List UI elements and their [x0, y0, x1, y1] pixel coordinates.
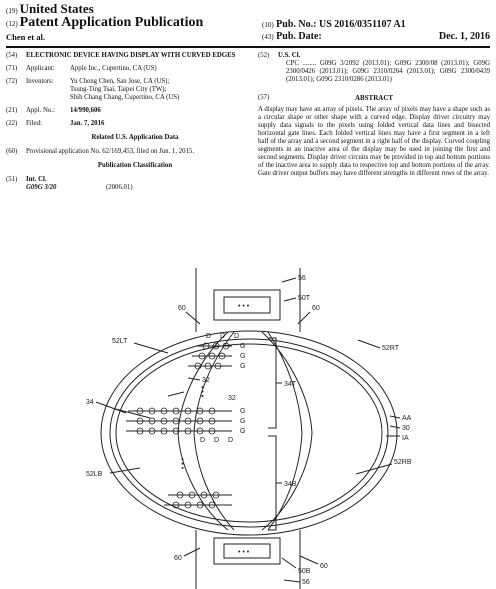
intcl-label: Int. Cl.	[26, 176, 47, 183]
appl-no: 14/990,606	[70, 107, 101, 114]
publication-type: Patent Application Publication	[19, 15, 204, 30]
patent-drawing	[0, 268, 496, 589]
label-D: D	[206, 333, 212, 340]
label-IA: IA	[402, 435, 409, 442]
label-52LT: 52LT	[112, 338, 128, 345]
classification-heading: Publication Classification	[97, 162, 173, 169]
abstract-heading	[258, 94, 490, 102]
pub-date-label: Pub. Date:	[276, 31, 322, 42]
label-52RT: 52RT	[382, 345, 399, 352]
uscl-item	[258, 52, 490, 84]
brace-34B	[268, 436, 282, 530]
inventors-label: Inventors:	[26, 78, 54, 85]
label-G: G	[240, 428, 246, 435]
label-52LB: 52LB	[86, 471, 103, 478]
label-56-bot: 56	[302, 579, 310, 586]
abstract-title: ABSTRACT	[354, 94, 394, 102]
left-column	[6, 52, 244, 197]
pub-number-line	[262, 19, 406, 30]
inventor: Tsung-Ting Tsai, Taipei City (TW);	[70, 86, 167, 93]
label-G: G	[240, 418, 246, 425]
label-56-top: 56	[298, 275, 306, 282]
inid-code: (52)	[258, 52, 270, 59]
label-D: D	[220, 333, 226, 340]
provisional: Provisional application No. 62/169,453, filed on Jun. 1, 2015.	[26, 148, 195, 155]
inventor: Shih Chang Chang, Cupertino, CA (US)	[70, 94, 180, 101]
pub-date-line	[262, 31, 490, 42]
appl-no-item	[6, 107, 244, 115]
label-AA: AA	[402, 415, 412, 422]
applicant-item	[6, 65, 244, 73]
title: ELECTRONIC DEVICE HAVING DISPLAY WITH CURVED EDGES	[26, 52, 236, 59]
display-ring-inactive	[110, 339, 388, 527]
label-D: D	[200, 437, 206, 444]
pub-no: US 2016/0351107 A1	[318, 19, 406, 30]
label-D: D	[214, 437, 220, 444]
label-34: 34	[86, 399, 94, 406]
label-30: 30	[402, 425, 410, 432]
pub-date: Dec. 1, 2016	[438, 31, 490, 42]
right-column	[258, 52, 490, 178]
filed-date: Jan. 7, 2016	[70, 120, 105, 127]
label-52RB: 52RB	[394, 459, 412, 466]
uscl-label: U.S. Cl.	[278, 52, 301, 59]
inid-code: (10)	[262, 21, 274, 29]
intcl-date: (2006.01)	[106, 184, 133, 191]
cpc-classes: CPC ........ G09G 3/2092 (2013.01); G09G 2300/08 (2013.01); G09G 2300/0426 (2013.01); G09G 2310/0264 (2013.01); G09G 2300/0439 (2013.01); G09G 2310/0286 (2013.01)	[286, 60, 490, 83]
leader-lines	[96, 278, 400, 582]
label-60-tr: 60	[312, 305, 320, 312]
inventor: Yu Cheng Chen, San Jose, CA (US);	[70, 78, 170, 85]
provisional-item	[6, 148, 244, 156]
top-driver-dots: • • •	[238, 303, 250, 310]
inid-code: (72)	[6, 78, 18, 85]
authors: Chen et al.	[6, 32, 45, 42]
header-rule	[6, 46, 490, 48]
label-50T: 50T	[298, 295, 311, 302]
display-ring-active	[116, 344, 382, 522]
label-32a: 32	[202, 377, 210, 384]
label-G: G	[240, 363, 246, 370]
pub-type-line	[6, 15, 203, 31]
ellipsis-dots: • • •	[198, 386, 205, 398]
device-strap-top	[196, 268, 300, 332]
inventors-item	[6, 78, 244, 102]
label-G: G	[240, 353, 246, 360]
inid-code: (71)	[6, 65, 18, 72]
intcl-item	[6, 176, 244, 192]
label-50B: 50B	[298, 568, 311, 575]
filed-label: Filed:	[26, 120, 42, 127]
label-60-bl: 60	[174, 555, 182, 562]
inid-code: (57)	[258, 94, 270, 101]
inid-code: (22)	[6, 120, 18, 127]
ellipsis-dots: • • •	[178, 458, 185, 470]
label-34T: 34T	[284, 381, 297, 388]
inid-code: (43)	[262, 33, 274, 41]
inid-code: (54)	[6, 52, 18, 59]
appl-no-label: Appl. No.:	[26, 107, 55, 114]
related-heading: Related U.S. Application Data	[91, 134, 179, 141]
patent-header	[0, 0, 496, 44]
pixel-nodes	[137, 343, 229, 508]
label-G: G	[240, 343, 246, 350]
label-D: D	[228, 437, 234, 444]
filed-item	[6, 120, 244, 128]
inid-code: (51)	[6, 176, 18, 183]
abstract-text: A display may have an array of pixels. The array of pixels may have a shape such as a circular shape or other shape with a curved edge. Display driver circuitry may supply data signals to the pixels using folded vertical data lines and bisected horizontal gate lines. Each folded vertical lines may have a first segment in a left half of the array and a second segment in a right half of the display. Curved coupling segments in an inactive area of the display may be used in joining the first and second segments. Display driver circuits may be provided in top and bottom portions of the inactive area to supply data to respective top and bottom portions of the array. Gate driver output buffers may have different strengths in different rows of the array.	[258, 106, 490, 177]
applicant: Apple Inc., Cupertino, CA (US)	[70, 65, 157, 72]
data-lines-right	[262, 332, 312, 530]
applicant-label: Applicant:	[26, 65, 55, 72]
outer-ring	[101, 331, 397, 535]
inid-code: (21)	[6, 107, 18, 114]
label-32b: 32	[228, 395, 236, 402]
inid-code: (19)	[6, 7, 18, 15]
label-60-br: 60	[320, 563, 328, 570]
label-D: D	[234, 333, 240, 340]
intcl-class: G09G 3/20	[26, 184, 57, 191]
label-G: G	[240, 408, 246, 415]
country: United States	[19, 1, 94, 16]
gate-lines-bottom	[164, 495, 232, 505]
inid-code: (60)	[6, 148, 18, 155]
bottom-driver-dots: • • •	[238, 549, 250, 556]
pub-no-label: Pub. No.:	[276, 19, 317, 30]
title-item	[6, 52, 244, 60]
label-34B: 34B	[284, 481, 297, 488]
inid-code: (12)	[6, 20, 18, 28]
label-60-tl: 60	[178, 305, 186, 312]
